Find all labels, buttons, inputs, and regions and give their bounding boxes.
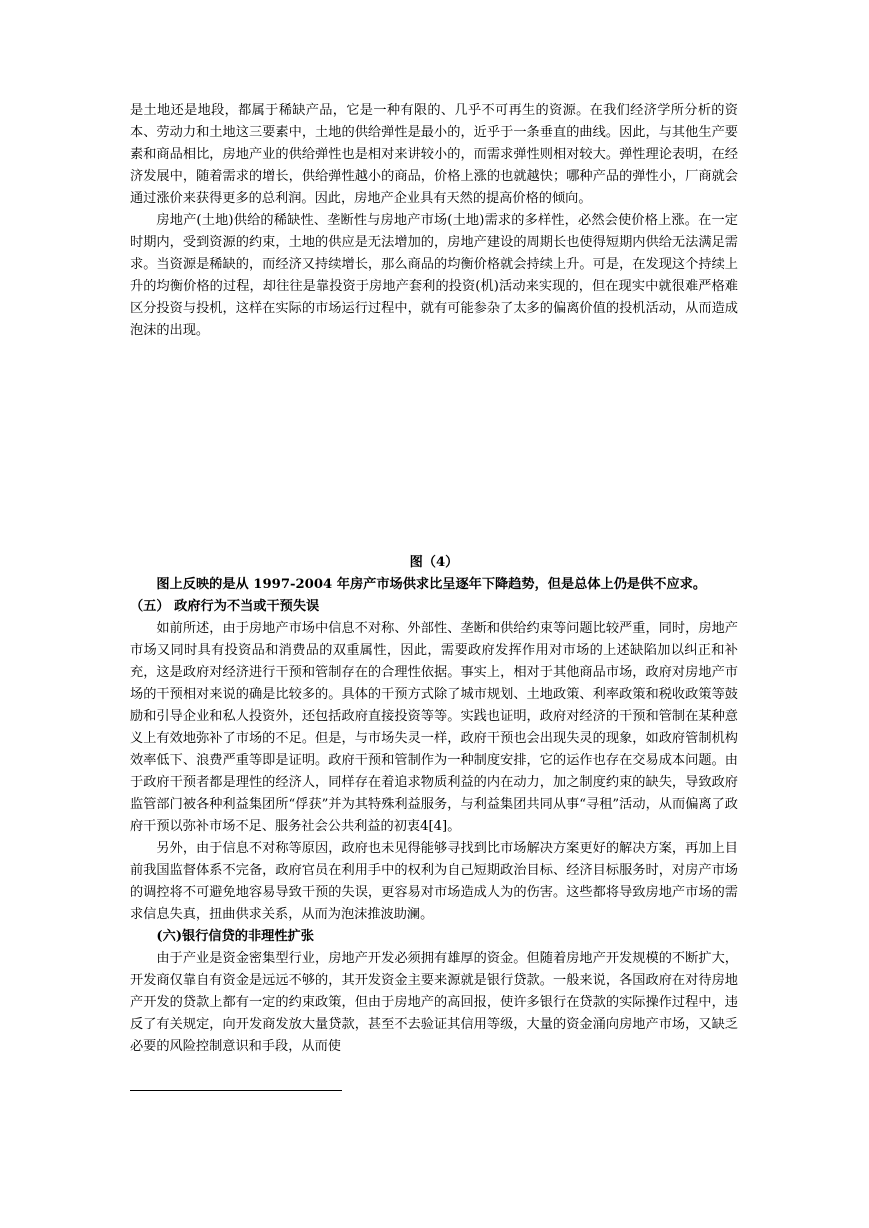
paragraph-bank-credit: 由于产业是资金密集型行业，房地产开发必须拥有雄厚的资金。但随着房地产开发规模的不断扩大，开发商仅靠自有资金是远远不够的，其开发资金主要来源就是银行贷款。一般来说，各国政府在对待房地产开发的贷款上都有一定的约束政策，但由于房地产的高回报，使许多银行在贷款的实际操作过程中，违反了有关规定，向开发商发放大量贷款，甚至不去验证其信用等级，大量的资金涌向房地产市场，又缺乏必要的风险控制意识和手段，从而使 (130, 951, 738, 1054)
paragraph-price-rise: 房地产(土地)供给的稀缺性、垄断性与房地产市场(土地)需求的多样性，必然会使价格上涨。在一定时期内，受到资源的约束，土地的供应是无法增加的，房地产建设的周期长也使得短期内供给无法满足需求。当资源是稀缺的，而经济又持续增长，那么商品的均衡价格就会持续上升。可是，在发现这个持续上升的均衡价格的过程，却往往是靠投资于房地产套利的投资(机)活动来实现的，但在现实中就很难严格难区分投资与投机，这样在实际的市场运行过程中，就有可能参杂了太多的偏离价值的投机活动，从而造成泡沫的出现。 (130, 213, 738, 338)
figure-note: 图上反映的是从 1997-2004 年房产市场供求比呈逐年下降趋势，但是总体上仍是供不应求。 (156, 577, 707, 592)
paragraph-scarcity: 是土地还是地段，都属于稀缺产品，它是一种有限的、几乎不可再生的资源。在我们经济学所分析的资本、劳动力和土地这三要素中，土地的供给弹性是最小的，近乎于一条垂直的曲线。因此，与其他生产要素和商品相比，房地产业的供给弹性也是相对来讲较小的，而需求弹性则相对较大。弹性理论表明，在经济发展中，随着需求的增长，供给弹性越小的商品，价格上涨的也就越快；哪种产品的弹性小，厂商就会通过涨价来获得更多的总利润。因此，房地产企业具有天然的提高价格的倾向。 (130, 103, 738, 206)
figure-caption: 图（4） (409, 555, 459, 570)
document-page (130, 100, 738, 1058)
paragraph-government-intervention: 如前所述，由于房地产市场中信息不对称、外部性、垄断和供给约束等问题比较严重，同时，房地产市场又同时具有投资品和消费品的双重属性，因此，需要政府发挥作用对市场的上述缺陷加以纠正和补充，这是政府对经济进行干预和管制存在的合理性依据。事实上，相对于其他商品市场，政府对房地产市场的干预相对来说的确是比较多的。具体的干预方式除了城市规划、土地政策、利率政策和税收政策等鼓励和引导企业和私人投资外，还包括政府直接投资等等。实践也证明，政府对经济的干预和管制在某种意义上有效地弥补了市场的不足。但是，与市场失灵一样，政府干预也会出现失灵的现象，如政府管制机构效率低下、浪费严重等即是证明。政府干预和管制作为一种制度安排，它的运作也存在交易成本问题。由于政府干预者都是理性的经济人，同样存在着追求物质利益的内在动力，加之制度约束的缺失，导致政府监管部门被各种利益集团所“俘获”并为其特殊利益服务，与利益集团共同从事“寻租”活动，从而偏离了政府干预以弥补市场不足、服务社会公共利益的初衷4[4]。 (130, 621, 738, 834)
section-heading-bank-credit: (六)银行信贷的非理性扩张 (156, 929, 314, 944)
paragraph-government-failure: 另外，由于信息不对称等原因，政府也未见得能够寻找到比市场解决方案更好的解决方案，再加上目前我国监督体系不完备，政府官员在利用手中的权利为自己短期政治目标、经济目标服务时，对房产市场的调控将不可避免地容易导致干预的失误，更容易对市场造成人为的伤害。这些都将导致房地产市场的需求信息失真，扭曲供求关系，从而为泡沫推波助澜。 (130, 841, 738, 922)
footnote-separator (130, 1090, 342, 1091)
figure-placeholder (130, 342, 738, 552)
section-heading-government: （五） 政府行为不当或干预失误 (130, 599, 320, 614)
